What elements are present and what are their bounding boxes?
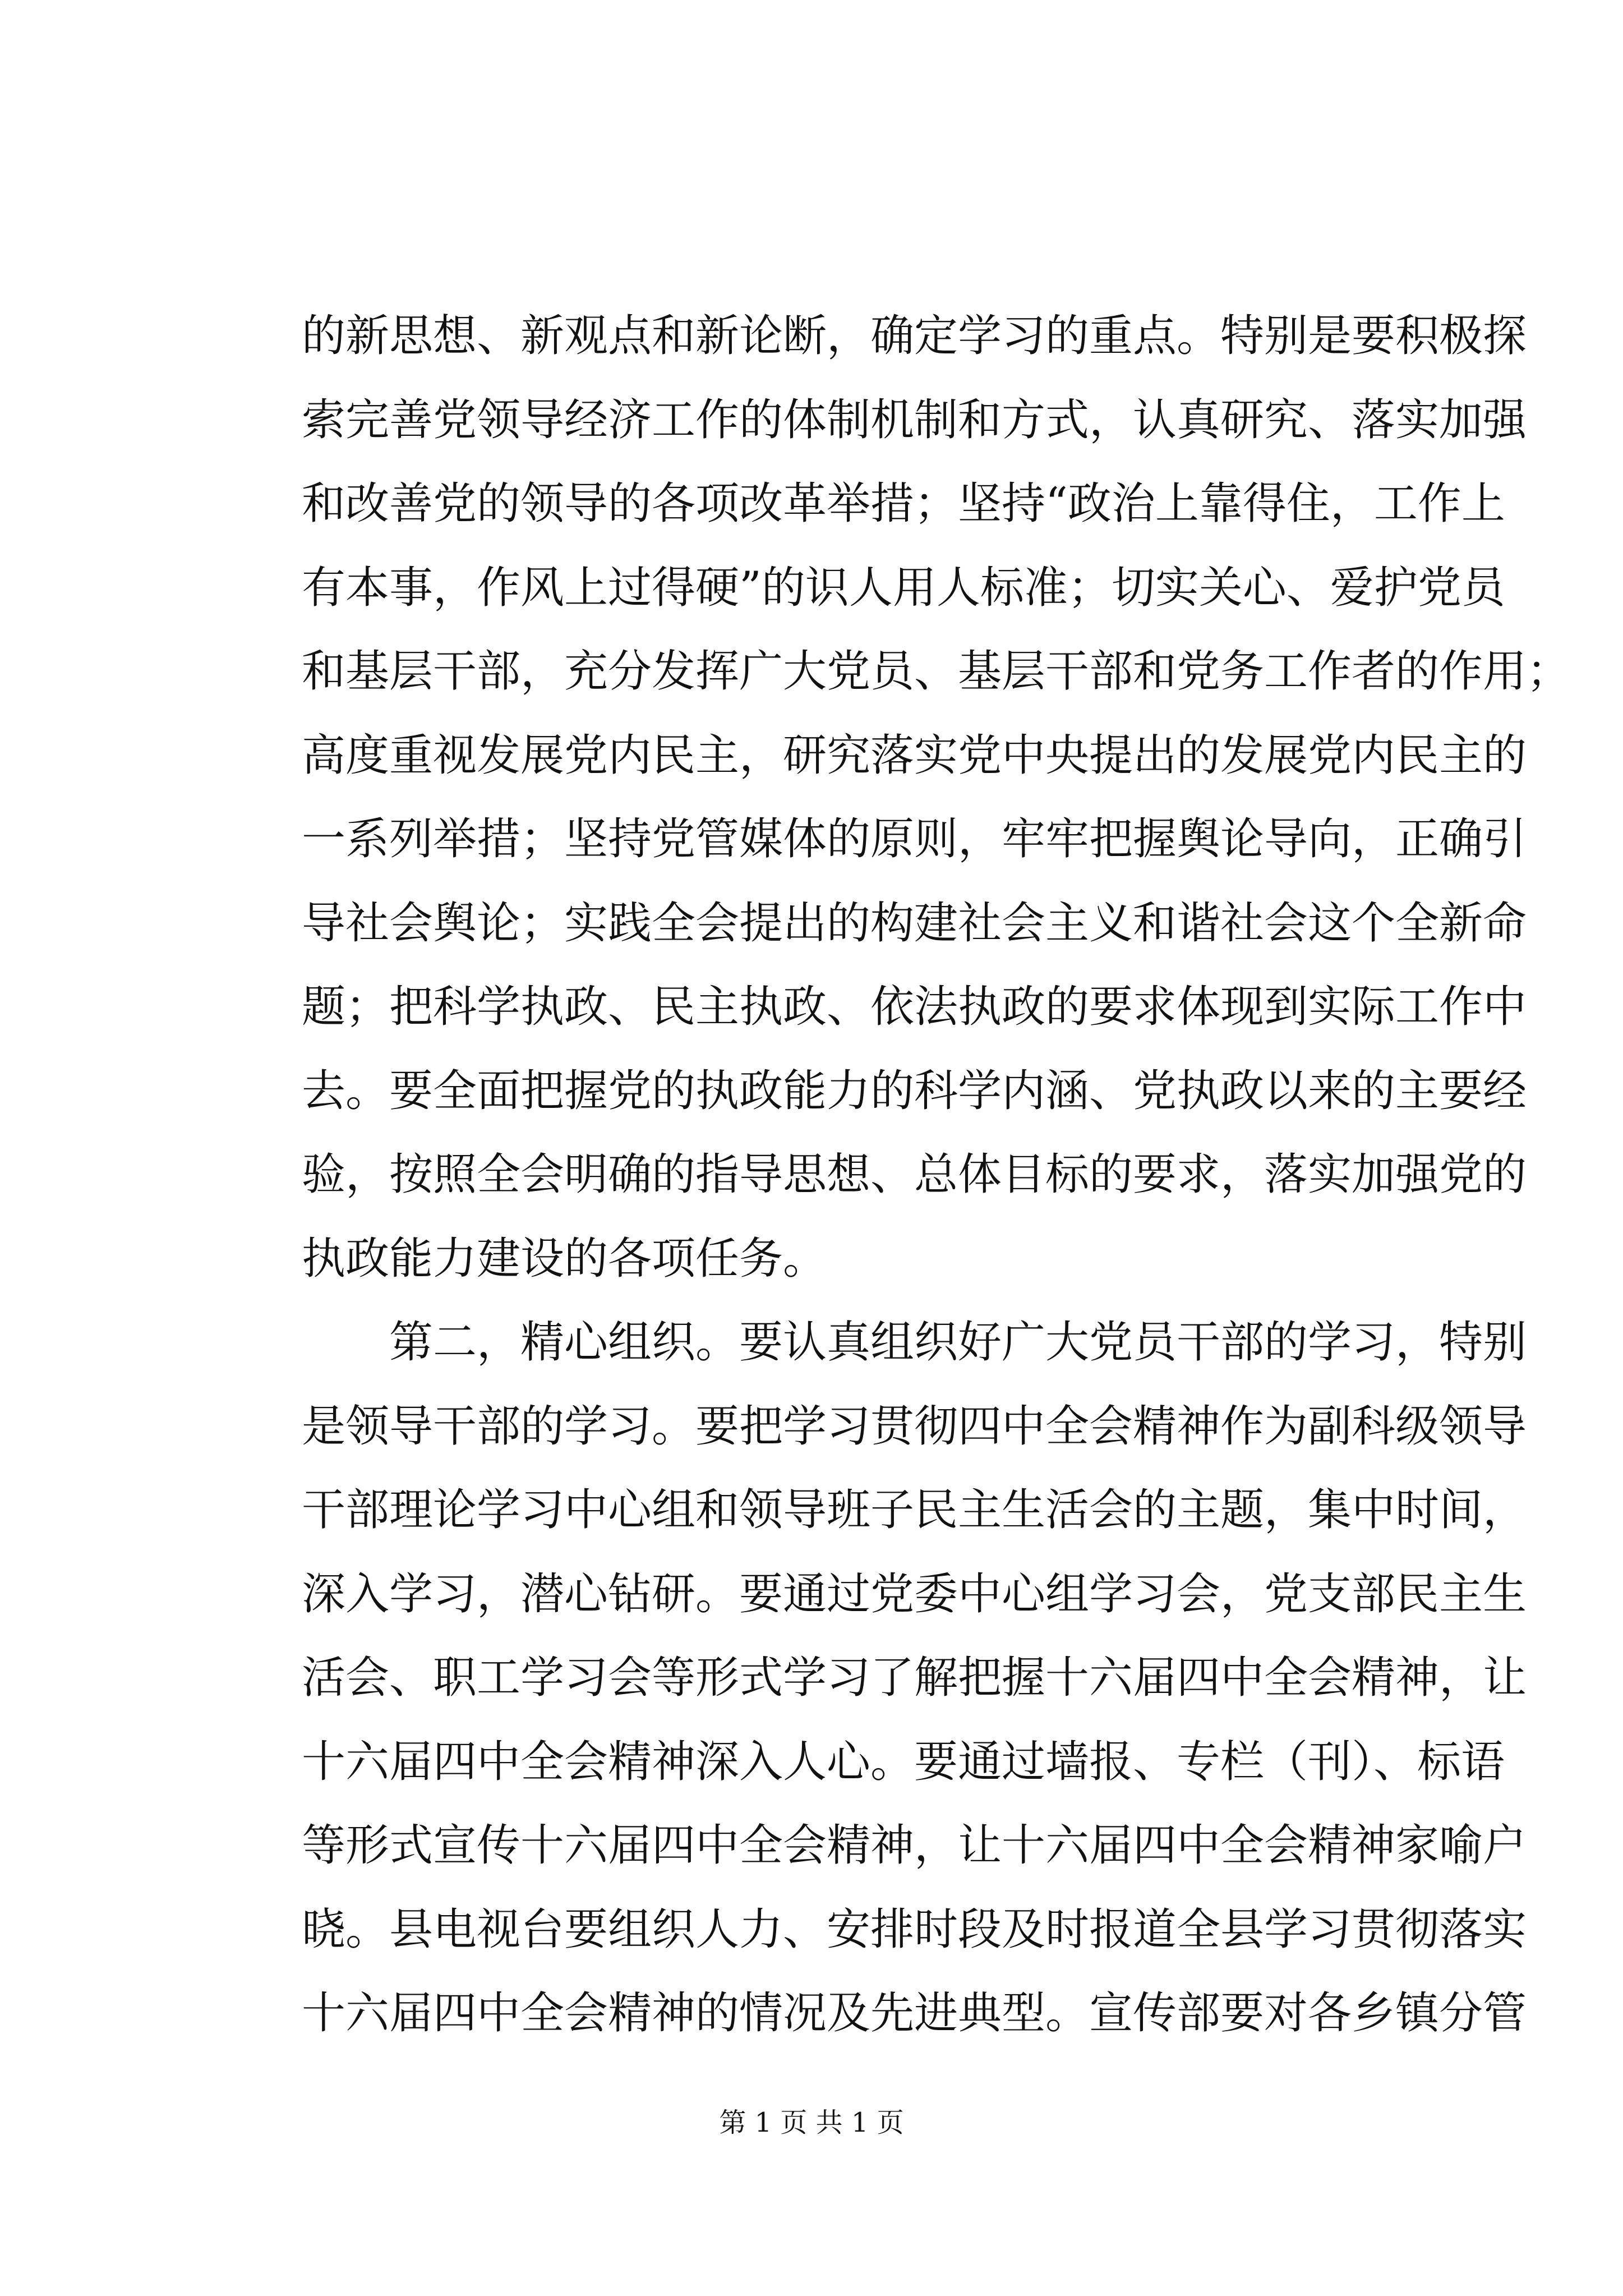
text-line: 十六届四中全会精神深入人心。要通过墙报、专栏（刊）、标语 <box>302 1736 1505 1787</box>
text-line: 和改善党的领导的各项改革举措；坚持“政治上靠得住，工作上 <box>302 478 1505 529</box>
text-line: 是领导干部的学习。要把学习贯彻四中全会精神作为副科级领导 <box>302 1401 1527 1452</box>
text-line: 深入学习，潜心钻研。要通过党委中心组学习会，党支部民主生 <box>302 1568 1527 1619</box>
text-line: 执政能力建设的各项任务。 <box>302 1233 827 1284</box>
text-line: 活会、职工学习会等形式学习了解把握十六届四中全会精神，让 <box>302 1653 1527 1703</box>
text-line: 题；把科学执政、民主执政、依法执政的要求体现到实际工作中 <box>302 982 1527 1032</box>
text-line: 第二，精心组织。要认真组织好广大党员干部的学习，特别 <box>389 1317 1527 1368</box>
text-line: 和基层干部，充分发挥广大党员、基层干部和党务工作者的作用； <box>302 646 1571 697</box>
text-line: 等形式宣传十六届四中全会精神，让十六届四中全会精神家喻户 <box>302 1820 1527 1871</box>
text-line: 一系列举措；坚持党管媒体的原则，牢牢把握舆论导向，正确引 <box>302 814 1527 864</box>
text-line: 验，按照全会明确的指导思想、总体目标的要求，落实加强党的 <box>302 1149 1527 1200</box>
body-text <box>302 295 1571 2056</box>
text-line: 十六届四中全会精神的情况及先进典型。宣传部要对各乡镇分管 <box>302 1988 1527 2039</box>
page-footer <box>0 2101 1623 2139</box>
page-number-label: 第 1 页 共 1 页 <box>719 2107 904 2138</box>
text-line: 有本事，作风上过得硬”的识人用人标准；切实关心、爱护党员 <box>302 562 1505 613</box>
text-line: 晓。县电视台要组织人力、安排时段及时报道全县学习贯彻落实 <box>302 1904 1527 1955</box>
text-line: 导社会舆论；实践全会提出的构建社会主义和谐社会这个全新命 <box>302 898 1527 949</box>
text-line: 的新思想、新观点和新论断，确定学习的重点。特别是要积极探 <box>302 311 1527 361</box>
text-line: 干部理论学习中心组和领导班子民主生活会的主题，集中时间， <box>302 1485 1527 1535</box>
text-line: 去。要全面把握党的执政能力的科学内涵、党执政以来的主要经 <box>302 1065 1527 1116</box>
text-line: 高度重视发展党内民主，研究落实党中央提出的发展党内民主的 <box>302 730 1527 781</box>
text-line: 索完善党领导经济工作的体制机制和方式，认真研究、落实加强 <box>302 394 1527 445</box>
